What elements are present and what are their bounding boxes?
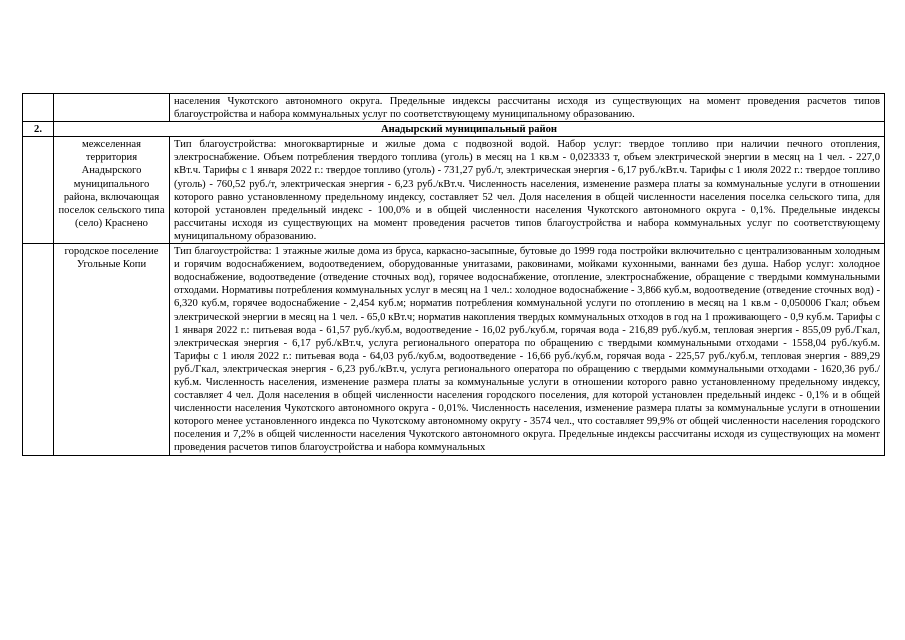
- municipal-indices-table: [22, 93, 885, 456]
- territory-name: межселенная территория Анадырского муниципального района, включающая поселок сельского типа (село) Краснено: [54, 137, 170, 244]
- table-row: [23, 244, 885, 456]
- description-cell: Тип благоустройства: многоквартирные и жилые дома с подвозной водой. Набор услуг: твердое топливо при наличии печного отопления, электроснабжение. Объем потребления твердого топлива (уголь) в месяц на 1 кв.м - 0,023333 т, объем электрической энергии в месяц на 1 чел. - 227,0 кВт.ч. Тарифы с 1 января 2022 г.: твердое топливо (уголь) - 731,27 руб./т, электрическая энергия - 6,17 руб./кВт.ч. Тарифы с 1 июля 2022 г.: твердое топливо (уголь) - 760,52 руб./т, электрическая энергия - 6,23 руб./кВт.ч. Численность населения, изменение размера платы за коммунальные услуги в отношении которого равно установленному предельному индексу, составляет 52 чел. Доля населения в общей численности населения поселка сельского типа, для которой установлен предельный индекс - 100,0% и в общей численности населения Чукотского автономного округа - 0,1%. Предельные индексы рассчитаны исходя из существующих на момент проведения расчетов типов благоустройства и набора коммунальных услуг по соответствующему муниципальному образованию.: [170, 137, 885, 244]
- row-number: 2.: [23, 122, 54, 137]
- description-cell: населения Чукотского автономного округа. Предельные индексы рассчитаны исходя из существующих на момент проведения расчетов типов благоустройства и набора коммунальных услуг по соответствующему муниципальному образованию.: [170, 94, 885, 122]
- row-number-cell: [23, 137, 54, 244]
- table-row: [23, 137, 885, 244]
- district-title: Анадырский муниципальный район: [54, 122, 885, 137]
- description-cell: Тип благоустройства: 1 этажные жилые дома из бруса, каркасно-засыпные, бутовые до 1999 года постройки включительно с централизованным холодным и горячим водоснабжением, водоотведением, оборудованные унитазами, раковинами, мойками кухонными, ваннами без душа. Набор услуг: холодное водоснабжение, водоотведение (отведение сточных вод), горячее водоснабжение, отопление, электроснабжение, обращение с твердыми коммунальными отходами. Нормативы потребления коммунальных услуг в месяц на 1 чел.: холодное водоснабжение - 3,866 куб.м, водоотведение (отведение сточных вод) - 6,320 куб.м, горячее водоснабжение - 2,454 куб.м; норматив потребления коммунальной услуги по отоплению в месяц на 1 кв.м - 0,050006 Гкал; объем электрической энергии в месяц на 1 чел. - 65,0 кВт.ч; норматив накопления твердых коммунальных отходов в год на 1 проживающего - 0,9 куб.м. Тарифы с 1 января 2022 г.: питьевая вода - 61,57 руб./куб.м, водоотведение - 16,02 руб./куб.м, горячая вода - 216,89 руб./куб.м, тепловая энергия - 855,09 руб./Гкал, электрическая энергия - 6,17 руб./кВт.ч, услуга регионального оператора по обращению с твердыми коммунальными отходами - 1558,04 руб./куб.м. Тарифы с 1 июля 2022 г.: питьевая вода - 64,03 руб./куб.м, водоотведение - 16,66 руб./куб.м, горячая вода - 225,57 руб./куб.м, тепловая энергия - 889,29 руб./Гкал, электрическая энергия - 6,23 руб./кВт.ч, услуга регионального оператора по обращению с твердыми коммунальными отходами - 1620,36 руб./куб.м. Численность населения, изменение размера платы за коммунальные услуги в отношении которого равно установленному предельному индексу, составляет 4 чел. Доля населения в общей численности населения городского поселения, для которой установлен предельный индекс - 0,1% и в общей численности населения Чукотского автономного округа - 0,01%. Численность населения, изменение размера платы за коммунальные услуги в отношении которого менее установленного индекса по Чукотскому автономному округу - 3574 чел., что составляет 99,9% от общей численности населения городского поселения и 7,2% в общей численности населения Чукотского автономного округа. Предельные индексы рассчитаны исходя из существующих на момент проведения расчетов типов благоустройства и набора коммунальных: [170, 244, 885, 456]
- territory-name: городское поселение Угольные Копи: [54, 244, 170, 456]
- territory-cell: [54, 94, 170, 122]
- table-row: [23, 94, 885, 122]
- district-header-row: [23, 122, 885, 137]
- row-number-cell: [23, 244, 54, 456]
- row-number-cell: [23, 94, 54, 122]
